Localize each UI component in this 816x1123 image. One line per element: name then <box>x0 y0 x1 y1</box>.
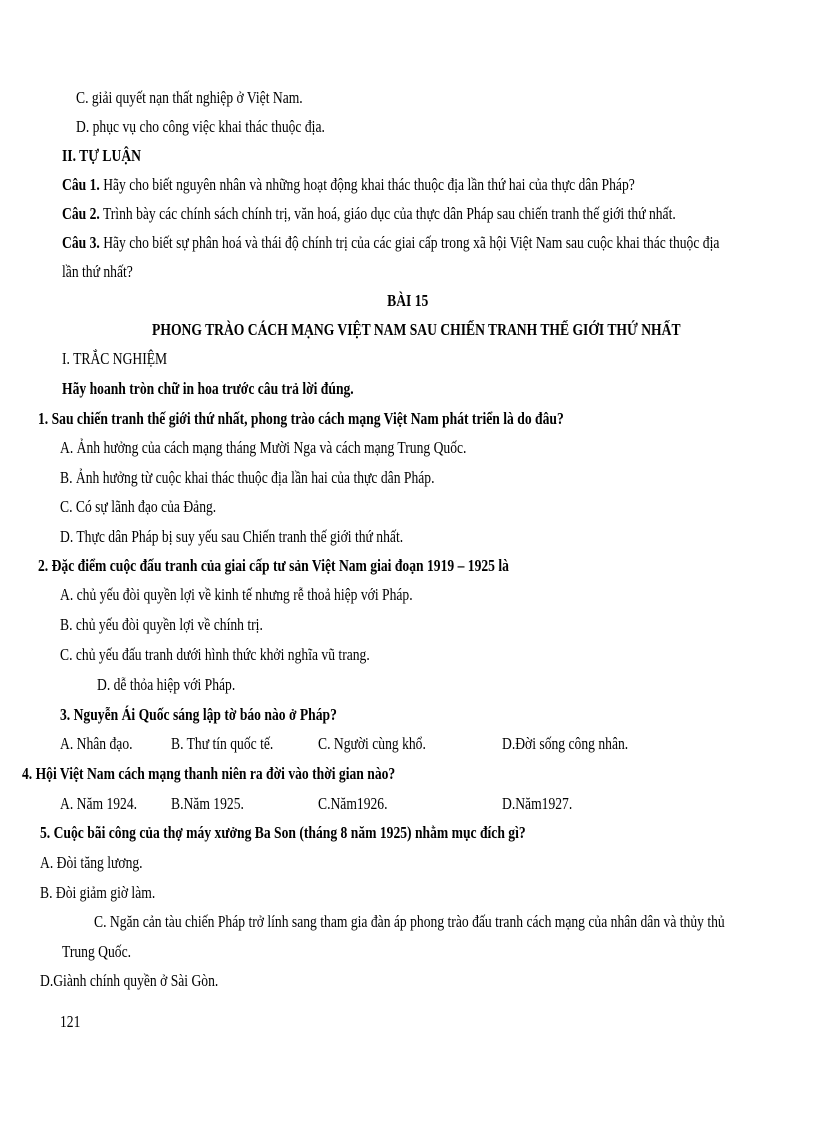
q4-option-a: A. Năm 1924. <box>60 794 138 813</box>
question-label: Câu 3. <box>62 233 100 252</box>
question-text: Hãy cho biết nguyên nhân và những hoạt động khai thác thuộc địa lần thứ hai của thực dân Pháp? <box>99 175 635 194</box>
q5-option-c-cont: Trung Quốc. <box>62 942 132 961</box>
q5-option-a: A. Đòi tăng lương. <box>40 853 143 872</box>
q3-option-a: A. Nhân đạo. <box>60 734 133 753</box>
essay-heading: II. TỰ LUẬN <box>62 146 141 165</box>
q2-option-d: D. dễ thỏa hiệp với Pháp. <box>97 675 236 694</box>
question-label: Câu 1. <box>62 175 100 194</box>
q1-option-d: D. Thực dân Pháp bị suy yếu sau Chiến tranh thế giới thứ nhất. <box>60 527 404 546</box>
q2-option-b: B. chủ yếu đòi quyền lợi về chính trị. <box>60 615 263 634</box>
q1-option-c: C. Có sự lãnh đạo của Đảng. <box>60 497 217 516</box>
q3-option-b: B. Thư tín quốc tế. <box>171 734 274 753</box>
question-label: Câu 2. <box>62 204 100 223</box>
q1-option-b: B. Ảnh hưởng từ cuộc khai thác thuộc địa lần hai của thực dân Pháp. <box>60 468 435 487</box>
essay-question-3 <box>62 233 719 253</box>
q4-option-c: C.Năm1926. <box>318 794 388 813</box>
question-text: Hãy cho biết sự phân hoá và thái độ chính trị của các giai cấp trong xã hội Việt Nam sau cuộc khai thác thuộc địa <box>99 233 720 252</box>
prev-option-d: D. phục vụ cho công việc khai thác thuộc địa. <box>76 117 325 136</box>
lesson-number: BÀI 15 <box>387 291 429 310</box>
q5-option-b: B. Đòi giảm giờ làm. <box>40 883 156 902</box>
essay-question-1 <box>62 175 635 195</box>
lesson-title: PHONG TRÀO CÁCH MẠNG VIỆT NAM SAU CHIẾN TRANH THẾ GIỚI THỨ NHẤT <box>151 320 681 339</box>
q3-option-c: C. Người cùng khổ. <box>318 734 426 753</box>
question-3: 3. Nguyễn Ái Quốc sáng lập tờ báo nào ở Pháp? <box>60 705 337 724</box>
prev-option-c: C. giải quyết nạn thất nghiệp ở Việt Nam. <box>76 88 303 107</box>
essay-question-3-cont: lần thứ nhất? <box>62 262 133 281</box>
q5-option-c: C. Ngăn cản tàu chiến Pháp trở lính sang tham gia đàn áp phong trào đấu tranh cách mạng của nhân dân và thủy thủ <box>94 912 725 931</box>
page-number: 121 <box>60 1012 81 1031</box>
section-heading: I. TRẮC NGHIỆM <box>62 349 168 368</box>
q3-option-d: D.Đời sống công nhân. <box>502 734 629 753</box>
q4-option-d: D.Năm1927. <box>502 794 573 813</box>
question-text: Trình bày các chính sách chính trị, văn hoá, giáo dục của thực dân Pháp sau chiến tranh thế giới thứ nhất. <box>99 204 676 223</box>
q1-option-a: A. Ảnh hưởng của cách mạng tháng Mười Nga và cách mạng Trung Quốc. <box>60 438 467 457</box>
question-1: 1. Sau chiến tranh thế giới thứ nhất, phong trào cách mạng Việt Nam phát triển là do đâu? <box>38 409 564 428</box>
question-5: 5. Cuộc bãi công của thợ máy xưởng Ba Son (tháng 8 năm 1925) nhằm mục đích gì? <box>40 823 526 842</box>
question-4: 4. Hội Việt Nam cách mạng thanh niên ra đời vào thời gian nào? <box>22 764 396 783</box>
q2-option-a: A. chủ yếu đòi quyền lợi về kinh tế nhưng rễ thoả hiệp với Pháp. <box>60 585 413 604</box>
q4-option-b: B.Năm 1925. <box>171 794 244 813</box>
essay-question-2 <box>62 204 676 224</box>
q5-option-d: D.Giành chính quyền ở Sài Gòn. <box>40 971 219 990</box>
question-2: 2. Đặc điểm cuộc đấu tranh của giai cấp tư sản Việt Nam giai đoạn 1919 – 1925 là <box>38 556 509 575</box>
q2-option-c: C. chủ yếu đấu tranh dưới hình thức khởi nghĩa vũ trang. <box>60 645 370 664</box>
instruction: Hãy hoanh tròn chữ in hoa trước câu trả lời đúng. <box>62 379 354 398</box>
